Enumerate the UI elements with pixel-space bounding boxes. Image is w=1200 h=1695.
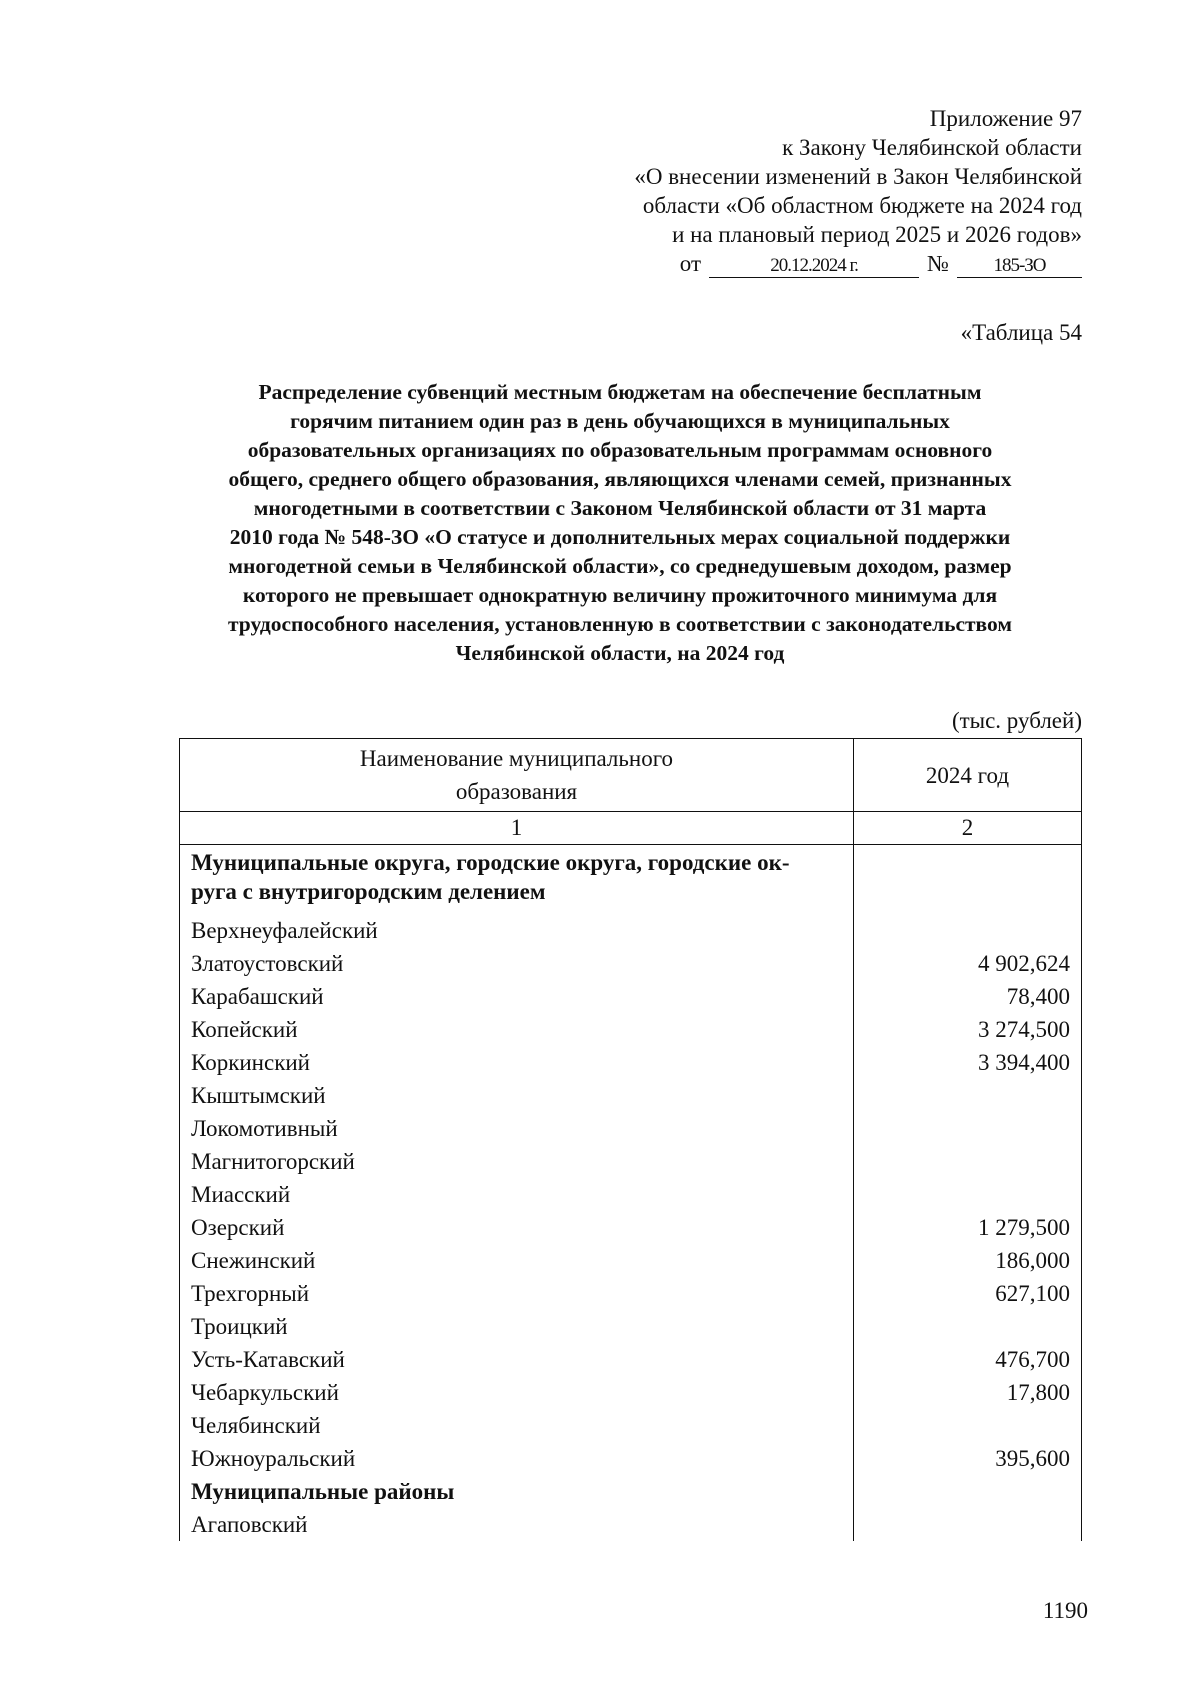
table-row <box>180 980 1082 1013</box>
section-row <box>180 1475 1082 1508</box>
page-number: 1190 <box>1042 1598 1088 1623</box>
title-line: горячим питанием один раз в день обучающихся в муниципальных <box>290 409 950 433</box>
document-title <box>170 378 1070 668</box>
subvention-amount <box>853 1178 1081 1211</box>
section-row <box>180 845 1082 915</box>
table-row <box>180 1145 1082 1178</box>
municipality-name: Миасский <box>180 1178 854 1211</box>
municipality-name: Локомотивный <box>180 1112 854 1145</box>
subvention-amount: 78,400 <box>853 980 1081 1013</box>
law-signature-line <box>522 249 1082 278</box>
table-row <box>180 1277 1082 1310</box>
table-row <box>180 1343 1082 1376</box>
title-line: Распределение субвенций местным бюджетам на обеспечение бесплатным <box>258 380 982 404</box>
municipality-name: Верхнеуфалейский <box>180 914 854 947</box>
section-value <box>853 1475 1081 1508</box>
table-row <box>180 1013 1082 1046</box>
subvention-amount <box>853 1079 1081 1112</box>
municipality-name: Агаповский <box>180 1508 854 1541</box>
table-label: «Таблица 54 <box>960 320 1082 345</box>
municipality-name: Южноуральский <box>180 1442 854 1475</box>
table-row <box>180 1211 1082 1244</box>
column-number-row <box>180 812 1082 845</box>
column-header-name-line: образования <box>455 779 578 804</box>
title-line: многодетной семьи в Челябинской области», со среднедушевым доходом, размер <box>228 554 1012 578</box>
subvention-amount <box>853 1145 1081 1178</box>
table-row <box>180 1442 1082 1475</box>
table-row <box>180 947 1082 980</box>
table-row <box>180 1508 1082 1541</box>
table-row <box>180 1079 1082 1112</box>
section-title-line: руга с внутригородским делением <box>191 879 546 904</box>
title-line: трудоспособного населения, установленную в соответствии с законодательством <box>227 612 1013 636</box>
title-line: Челябинской области, на 2024 год <box>455 641 785 665</box>
title-line: 2010 года № 548-ЗО «О статусе и дополнительных мерах социальной поддержки <box>229 525 1011 549</box>
municipality-name: Челябинский <box>180 1409 854 1442</box>
municipality-name: Трехгорный <box>180 1277 854 1310</box>
subvention-amount <box>853 1310 1081 1343</box>
municipality-name: Снежинский <box>180 1244 854 1277</box>
subvention-amount: 3 394,400 <box>853 1046 1081 1079</box>
section-value <box>853 845 1081 915</box>
municipality-name: Магнитогорский <box>180 1145 854 1178</box>
section1-rows <box>180 914 1082 1475</box>
header-line: области «Об областном бюджете на 2024 год <box>642 193 1082 218</box>
municipality-name: Кыштымский <box>180 1079 854 1112</box>
table-row <box>180 914 1082 947</box>
municipality-name: Озерский <box>180 1211 854 1244</box>
subvention-amount: 395,600 <box>853 1442 1081 1475</box>
subvention-amount: 4 902,624 <box>853 947 1081 980</box>
section-title-line: Муниципальные округа, городские округа, городские ок- <box>191 850 790 875</box>
section-title: Муниципальные районы <box>180 1475 854 1508</box>
section2-rows <box>180 1508 1082 1541</box>
section-title <box>180 845 854 915</box>
table-row <box>180 1178 1082 1211</box>
title-line: многодетными в соответствии с Законом Челябинской области от 31 марта <box>253 496 987 520</box>
subvention-amount: 186,000 <box>853 1244 1081 1277</box>
header-line: Приложение 97 <box>929 106 1082 131</box>
column-header-year: 2024 год <box>853 739 1081 812</box>
subvention-amount: 17,800 <box>853 1376 1081 1409</box>
municipality-name: Усть-Катавский <box>180 1343 854 1376</box>
table-row <box>180 1310 1082 1343</box>
number-label: № <box>927 251 949 276</box>
subvention-amount: 1 279,500 <box>853 1211 1081 1244</box>
header-line: «О внесении изменений в Закон Челябинской <box>634 164 1082 189</box>
subvention-amount <box>853 1112 1081 1145</box>
law-number: 185-ЗО <box>957 255 1082 278</box>
table-row <box>180 1112 1082 1145</box>
column-header-name-line: Наименование муниципального <box>359 746 674 771</box>
municipality-name: Троицкий <box>180 1310 854 1343</box>
subvention-amount: 3 274,500 <box>853 1013 1081 1046</box>
title-line: образовательных организациях по образовательным программам основного <box>247 438 993 462</box>
table-row <box>180 1376 1082 1409</box>
table-row <box>180 1409 1082 1442</box>
header-line: к Закону Челябинской области <box>782 135 1082 160</box>
from-label: от <box>679 251 702 276</box>
column-number: 1 <box>180 812 854 845</box>
subvention-table <box>179 738 1082 1541</box>
subvention-amount: 627,100 <box>853 1277 1081 1310</box>
subvention-amount <box>853 1508 1081 1541</box>
municipality-name: Чебаркульский <box>180 1376 854 1409</box>
title-line: которого не превышает однократную величину прожиточного минимума для <box>242 583 998 607</box>
municipality-name: Златоустовский <box>180 947 854 980</box>
municipality-name: Карабашский <box>180 980 854 1013</box>
title-line: общего, среднего общего образования, являющихся членами семей, признанных <box>228 467 1012 491</box>
subvention-amount <box>853 914 1081 947</box>
column-number: 2 <box>853 812 1081 845</box>
subvention-amount <box>853 1409 1081 1442</box>
table-row <box>180 1046 1082 1079</box>
document-header <box>522 104 1082 278</box>
column-header-name <box>180 739 854 812</box>
table-header-row <box>180 739 1082 812</box>
table-row <box>180 1244 1082 1277</box>
municipality-name: Копейский <box>180 1013 854 1046</box>
header-line: и на плановый период 2025 и 2026 годов» <box>672 222 1082 247</box>
subvention-amount: 476,700 <box>853 1343 1081 1376</box>
municipality-name: Коркинский <box>180 1046 854 1079</box>
units-label: (тыс. рублей) <box>951 708 1082 733</box>
law-date: 20.12.2024 г. <box>709 255 919 278</box>
